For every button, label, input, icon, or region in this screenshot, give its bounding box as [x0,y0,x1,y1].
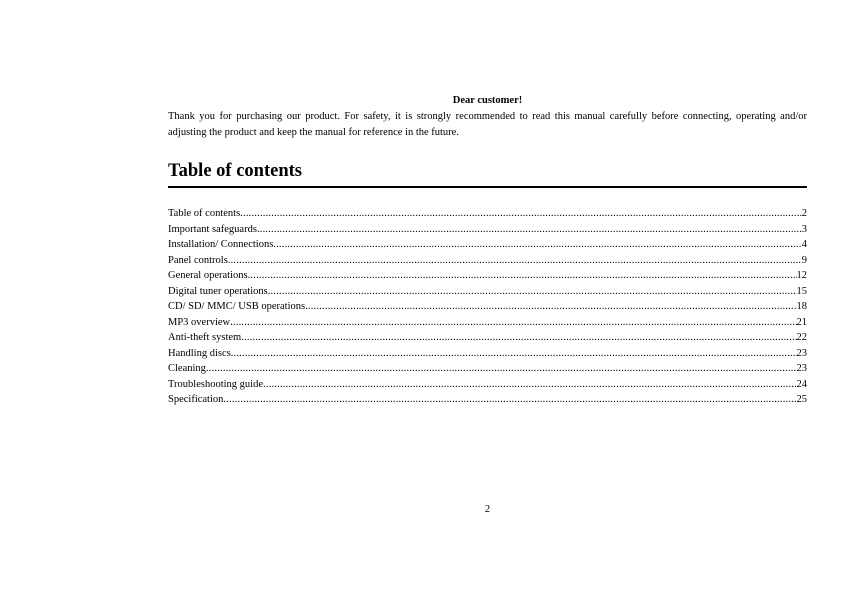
toc-list [168,206,807,408]
toc-entry-title: General operations [168,270,248,281]
toc-entry-page: 25 [796,394,807,405]
toc-dot-leader [248,268,797,284]
toc-entry-title: Panel controls [168,254,228,266]
toc-entry-title: CD/ SD/ MMC/ USB operations [168,301,306,312]
toc-entry-page: 23 [796,363,807,374]
toc-entry-page: 3 [801,223,807,235]
toc-entry-anti-theft-system[interactable] [168,330,807,346]
toc-dot-leader [273,237,801,253]
toc-entry-page: 4 [801,239,807,250]
toc-entry-page: 24 [796,378,807,390]
toc-entry-important-safeguards[interactable] [168,222,807,238]
toc-entry-troubleshooting-guide[interactable] [168,377,807,393]
page-number: 2 [484,504,491,515]
toc-entry-page: 18 [796,301,807,312]
toc-heading-rule [168,186,807,188]
toc-dot-leader [240,206,802,222]
toc-entry-title: Important safeguards [168,223,257,235]
toc-dot-leader [268,284,797,300]
toc-entry-title: Installation/ Connections [168,239,274,250]
toc-entry-title: Specification [168,394,224,405]
toc-dot-leader [263,377,797,393]
toc-heading: Table of contents [168,161,302,181]
toc-entry-title: Cleaning [168,363,206,374]
toc-entry-cd-sd-mmc-usb-operations[interactable] [168,299,807,315]
toc-dot-leader [305,299,796,315]
toc-entry-page: 21 [796,316,807,328]
toc-entry-title: MP3 overview [168,316,231,328]
toc-dot-leader [230,315,796,331]
toc-entry-page: 15 [796,285,807,297]
toc-dot-leader [231,346,797,362]
toc-dot-leader [228,253,802,269]
toc-entry-table-of-contents[interactable] [168,206,807,222]
toc-entry-page: 2 [801,208,807,219]
toc-entry-panel-controls[interactable] [168,253,807,269]
toc-dot-leader [257,222,802,238]
toc-entry-title: Digital tuner operations [168,285,268,297]
toc-entry-mp3-overview[interactable] [168,315,807,331]
toc-entry-page: 9 [801,254,807,266]
toc-entry-page: 22 [796,332,807,343]
toc-entry-handling-discs[interactable] [168,346,807,362]
toc-entry-title: Table of contents [168,208,241,219]
toc-entry-title: Anti-theft system [168,332,242,343]
greeting-heading: Dear customer! [452,95,523,106]
toc-entry-general-operations[interactable] [168,268,807,284]
toc-entry-cleaning[interactable] [168,361,807,377]
toc-entry-specification[interactable] [168,392,807,408]
toc-dot-leader [223,392,796,408]
toc-entry-title: Troubleshooting guide [168,378,263,390]
toc-entry-digital-tuner-operations[interactable] [168,284,807,300]
toc-entry-title: Handling discs [168,347,231,359]
toc-entry-page: 12 [796,270,807,281]
toc-dot-leader [241,330,796,346]
toc-entry-installation-connections[interactable] [168,237,807,253]
intro-paragraph: Thank you for purchasing our product. For safety, it is strongly recommended to read this manual carefully before connecting, operating and/or adjusting the product and keep the manual for reference in the future. [168,111,807,138]
toc-dot-leader [206,361,797,377]
toc-entry-page: 23 [796,347,807,359]
